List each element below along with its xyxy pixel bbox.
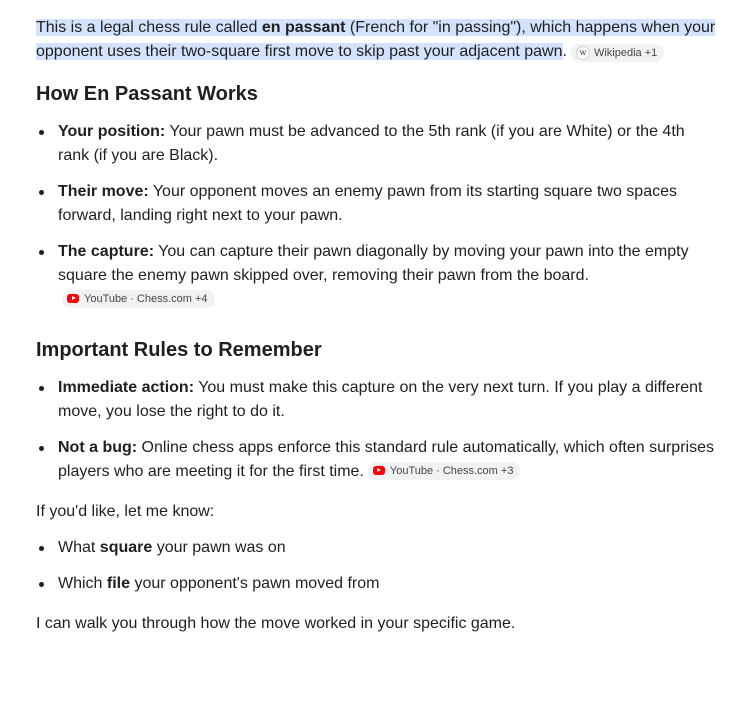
rules-list (36, 376, 716, 484)
source-chip-youtube-chesscom[interactable] (62, 290, 215, 308)
chip-source-2: Chess.com (136, 292, 192, 305)
intro-period: . (562, 43, 567, 60)
chip-count: +3 (500, 464, 514, 477)
list-item (36, 572, 716, 596)
wikipedia-logo-icon: w (576, 46, 590, 60)
source-chip-youtube-chesscom[interactable] (368, 462, 521, 480)
intro-text-end: (French for "in passing"), which happens when your opponent uses their two-square first move to skip past your adjacent pawn (36, 19, 716, 60)
chip-label: Wikipedia (593, 47, 642, 59)
list-item-term: Not a bug: (58, 439, 138, 456)
chip-count: +4 (195, 292, 208, 305)
how-it-works-list (36, 120, 716, 312)
chip-source-1: YouTube (389, 464, 434, 477)
list-item-text: Your pawn must be advanced to the 5th rank (if you are White) or the 4th rank (if you are Black). (58, 123, 685, 164)
closing-paragraph: I can walk you through how the move worked in your specific game. (36, 615, 516, 632)
list-item-text: What (58, 539, 100, 556)
intro-bold-term: en passant (261, 19, 346, 36)
chip-separator: · (436, 464, 440, 477)
response-body (0, 16, 716, 636)
youtube-logo-icon (67, 294, 79, 303)
followup-list (36, 536, 716, 596)
chip-source-2: Chess.com (442, 464, 498, 477)
list-item-term: Your position: (58, 123, 166, 140)
youtube-logo-icon (373, 466, 385, 475)
list-item-text: your opponent's pawn moved from (130, 575, 380, 592)
section-heading-how-it-works: How En Passant Works (36, 83, 258, 105)
chip-count: +1 (644, 47, 658, 59)
list-item-term: The capture: (58, 243, 155, 260)
intro-text-start: This is a legal chess rule called (36, 19, 262, 36)
list-item-text: You can capture their pawn diagonally by moving your pawn into the empty square the enemy pawn skipped over, removing their pawn from the board. (58, 243, 689, 284)
intro-paragraph (36, 16, 716, 64)
chip-source-1: YouTube (84, 292, 128, 305)
list-item (36, 436, 716, 484)
list-item (36, 180, 716, 228)
list-item-bold: square (99, 539, 153, 556)
chip-separator: · (130, 292, 134, 305)
list-item (36, 376, 716, 424)
list-item (36, 120, 716, 168)
list-item-text: Which (58, 575, 107, 592)
section-heading-rules: Important Rules to Remember (36, 339, 322, 361)
list-item-text: You must make this capture on the very next turn. If you play a different move, you lose the right to do it. (58, 379, 703, 420)
source-chip-wikipedia[interactable] (571, 44, 664, 62)
list-item-term: Their move: (58, 183, 149, 200)
list-item-text: Online chess apps enforce this standard rule automatically, which often surprises players who are meeting it for the first time. (58, 439, 714, 480)
list-item-text: your pawn was on (152, 539, 286, 556)
list-item-term: Immediate action: (58, 379, 195, 396)
followup-lead: If you'd like, let me know: (36, 503, 215, 520)
list-item (36, 240, 716, 312)
list-item (36, 536, 716, 560)
list-item-bold: file (106, 575, 131, 592)
list-item-text: Your opponent moves an enemy pawn from its starting square two spaces forward, landing right next to your pawn. (58, 183, 677, 224)
